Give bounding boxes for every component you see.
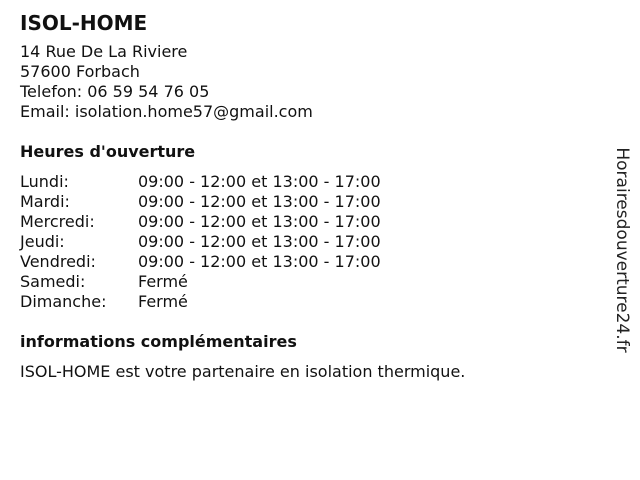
hours-row-wednesday	[20, 212, 590, 232]
hours-row-monday	[20, 172, 590, 192]
opening-hours-title: Heures d'ouverture	[20, 142, 196, 161]
address-line-1: 14 Rue De La Riviere	[20, 42, 188, 61]
hours-value: 09:00 - 12:00 et 13:00 - 17:00	[138, 212, 381, 231]
additional-info-text: ISOL-HOME est votre partenaire en isolation thermique.	[20, 362, 466, 381]
business-card	[20, 10, 590, 398]
hours-value: 09:00 - 12:00 et 13:00 - 17:00	[138, 232, 381, 251]
hours-value: 09:00 - 12:00 et 13:00 - 17:00	[138, 172, 381, 191]
day-label: Samedi:	[20, 272, 86, 291]
email-line: Email: isolation.home57@gmail.com	[20, 102, 313, 121]
additional-info-title: informations complémentaires	[20, 332, 297, 351]
hours-row-sunday	[20, 292, 590, 312]
day-label: Mercredi:	[20, 212, 95, 231]
hours-value: 09:00 - 12:00 et 13:00 - 17:00	[138, 192, 381, 211]
day-label: Jeudi:	[20, 232, 65, 251]
hours-value: Fermé	[138, 272, 188, 291]
day-label: Mardi:	[20, 192, 70, 211]
day-label: Dimanche:	[20, 292, 107, 311]
hours-row-friday	[20, 252, 590, 272]
business-name: ISOL-HOME	[20, 11, 148, 35]
phone-line: Telefon: 06 59 54 76 05	[20, 82, 210, 101]
contact-details	[20, 42, 590, 122]
hours-row-thursday	[20, 232, 590, 252]
hours-row-saturday	[20, 272, 590, 292]
opening-hours-table	[20, 172, 590, 312]
day-label: Lundi:	[20, 172, 69, 191]
hours-value: 09:00 - 12:00 et 13:00 - 17:00	[138, 252, 381, 271]
day-label: Vendredi:	[20, 252, 96, 271]
hours-row-tuesday	[20, 192, 590, 212]
hours-value: Fermé	[138, 292, 188, 311]
vertical-watermark: Horairesdouverture24.fr	[612, 147, 632, 353]
address-line-2: 57600 Forbach	[20, 62, 140, 81]
